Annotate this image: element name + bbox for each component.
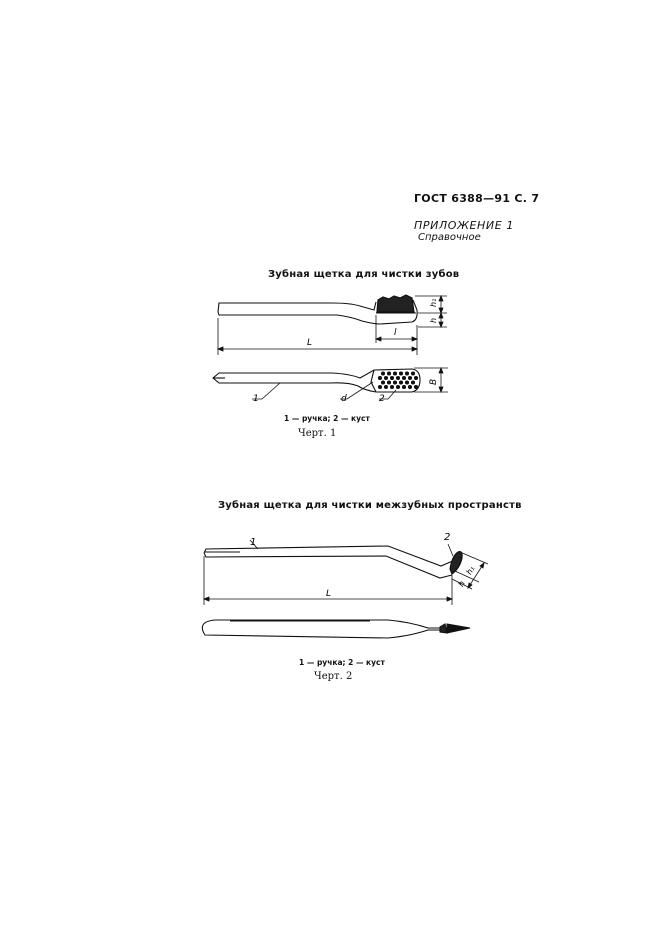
label-h1-fig2: h₁ <box>464 564 477 577</box>
leader-lines-fig1 <box>252 382 396 399</box>
bristle-tufts-top <box>378 372 417 389</box>
label-part1-fig2: 1 <box>250 537 257 548</box>
interdental-brush-top-view <box>202 620 470 638</box>
label-part2: 2 <box>379 394 385 404</box>
label-B: B <box>429 378 439 385</box>
figure1-title: Зубная щетка для чистки зубов <box>268 269 460 280</box>
label-d: d <box>341 394 347 404</box>
appendix-subtitle: Справочное <box>418 232 481 243</box>
label-l: l <box>394 328 397 338</box>
appendix-title: ПРИЛОЖЕНИЕ 1 <box>414 219 515 232</box>
label-L: L <box>307 338 313 348</box>
figure1-legend: 1 — ручка; 2 — куст <box>284 414 370 423</box>
label-part2-fig2: 2 <box>444 532 451 543</box>
label-L-fig2: L <box>326 589 332 599</box>
label-h-fig2: h <box>456 579 467 589</box>
figure2-legend: 1 — ручка; 2 — куст <box>299 658 385 667</box>
label-h: h <box>429 317 438 323</box>
label-part1: 1 <box>253 394 259 404</box>
interdental-brush-side-view <box>204 546 455 578</box>
figure2-caption: Черт. 2 <box>314 671 353 682</box>
figure1-caption: Черт. 1 <box>298 428 337 439</box>
document-reference: ГОСТ 6388—91 С. 7 <box>414 192 540 205</box>
label-h1: h₁ <box>429 298 438 307</box>
figure2-title: Зубная щетка для чистки межзубных пространств <box>218 500 522 511</box>
bristle-tuft-fig2 <box>450 552 462 574</box>
bristle-tuft-side <box>377 295 414 312</box>
